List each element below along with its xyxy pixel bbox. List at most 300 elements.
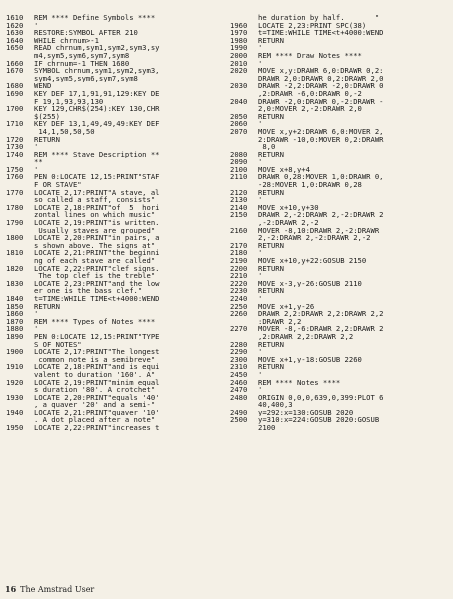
- line-number: 1760: [6, 173, 24, 182]
- code-line: [230, 424, 450, 432]
- code-line: [6, 52, 222, 60]
- code-line: [6, 227, 222, 235]
- line-number: [230, 424, 258, 432]
- code-line: [6, 67, 222, 75]
- line-code: LOCATE 2,19:PRINT"minim equal: [34, 378, 160, 387]
- line-number: 1980: [230, 36, 248, 45]
- line-number: 2240: [230, 294, 248, 303]
- code-line: [6, 60, 222, 68]
- line-code: $(255): [34, 112, 60, 121]
- line-code: LOCATE 2,22:PRINT"increases t: [34, 424, 160, 432]
- code-line: [230, 143, 450, 151]
- code-line: [6, 136, 222, 144]
- line-number: [6, 416, 34, 424]
- code-line: [230, 90, 450, 98]
- code-line: [6, 98, 222, 106]
- code-line: [230, 98, 450, 106]
- line-number: [230, 143, 258, 151]
- code-line: [6, 318, 222, 326]
- code-line: [230, 401, 450, 409]
- line-number: 2180: [230, 249, 248, 257]
- line-code: KEY DEF 13,1,49,49,49:KEY DEF: [34, 120, 160, 128]
- line-code: ': [258, 386, 263, 394]
- line-number: 2470: [230, 386, 248, 394]
- line-code: RETURN: [258, 36, 284, 45]
- code-line: [230, 37, 450, 45]
- line-number: [6, 386, 34, 394]
- code-line: [6, 90, 222, 98]
- line-code: LOCATE 2,18:PRINT"of 5 hori: [34, 203, 160, 212]
- code-line: [6, 295, 222, 303]
- line-number: 1990: [230, 44, 248, 52]
- line-number: [230, 219, 258, 227]
- line-number: 1940: [6, 408, 24, 417]
- code-line: [230, 272, 450, 280]
- line-number: [6, 227, 34, 235]
- line-number: 1850: [6, 302, 24, 311]
- line-code: F 19,1,93,93,130: [34, 97, 104, 106]
- code-line: [6, 371, 222, 379]
- line-number: 1860: [6, 310, 24, 318]
- line-number: 1790: [6, 219, 24, 227]
- code-line: [6, 82, 222, 90]
- line-code: LOCATE 2,23:PRINT SPC(38): [258, 21, 367, 30]
- line-number: 2030: [230, 82, 248, 90]
- code-line: [230, 363, 450, 371]
- line-number: 2090: [230, 158, 248, 166]
- line-code: WEND: [34, 82, 52, 90]
- line-code: LOCATE 2,17:PRINT"The longest: [34, 348, 160, 356]
- line-number: 1680: [6, 82, 24, 90]
- line-number: 2020: [230, 67, 248, 75]
- code-line: [6, 128, 222, 136]
- line-code: ': [258, 59, 263, 68]
- line-code: 2,0:MOVER 2,-2:DRAWR 2,0: [258, 105, 362, 113]
- line-number: [230, 181, 258, 189]
- line-code: RETURN: [34, 135, 60, 144]
- line-code: **: [34, 158, 43, 166]
- code-line: [6, 204, 222, 212]
- line-number: 2120: [230, 188, 248, 197]
- code-line: [6, 249, 222, 257]
- line-number: [6, 196, 34, 204]
- code-line: [6, 14, 222, 22]
- listing-column-left: [6, 14, 222, 432]
- line-code: READ chrnum,sym1,sym2,sym3,sy: [34, 44, 160, 52]
- line-code: REM **** Draw Notes ****: [258, 51, 362, 60]
- code-line: [6, 242, 222, 250]
- line-number: 2280: [230, 340, 248, 349]
- line-code: LOCATE 2,22:PRINT"clef signs.: [34, 264, 160, 273]
- code-line: [6, 22, 222, 30]
- code-line: [6, 120, 222, 128]
- line-code: ': [34, 325, 39, 333]
- line-number: 1960: [230, 21, 248, 30]
- line-code: ': [258, 120, 263, 128]
- line-code: MOVE x+10,y+30: [258, 203, 319, 212]
- code-line: [230, 348, 450, 356]
- line-number: 1920: [6, 378, 24, 387]
- page-footer: [5, 584, 94, 594]
- code-line: [6, 219, 222, 227]
- line-number: 2150: [230, 211, 248, 220]
- line-number: 2060: [230, 120, 248, 128]
- code-line: [6, 409, 222, 417]
- code-line: [6, 386, 222, 394]
- line-code: ': [34, 143, 39, 151]
- line-code: LOCATE 2,23:PRINT"and the low: [34, 279, 160, 288]
- code-line: [6, 75, 222, 83]
- line-number: 1670: [6, 67, 24, 75]
- code-line: [230, 318, 450, 326]
- code-line: [6, 424, 222, 432]
- line-code: er one is the bass clef.": [34, 287, 143, 295]
- line-code: valent to duration '160'. A": [34, 370, 156, 379]
- code-line: [230, 295, 450, 303]
- line-number: [230, 90, 258, 98]
- line-code: ': [258, 272, 263, 280]
- line-code: LOCATE 2,17:PRINT"A stave, al: [34, 188, 160, 197]
- line-number: 1820: [6, 264, 24, 273]
- code-line: [6, 325, 222, 333]
- code-line: [230, 280, 450, 288]
- line-code: Usually staves are grouped": [34, 226, 156, 235]
- line-code: s duration '80'. A crotchet": [34, 386, 156, 394]
- line-code: :DRAWR 2,2: [258, 317, 302, 326]
- line-code: sym4,sym5,sym6,sym7,sym8: [34, 74, 138, 83]
- code-line: [6, 363, 222, 371]
- code-line: [6, 394, 222, 402]
- line-number: 1900: [6, 348, 24, 356]
- line-code: ORIGIN 0,0,0,639,0,399:PLOT 6: [258, 393, 384, 402]
- code-line: [230, 379, 450, 387]
- line-number: [6, 98, 34, 106]
- line-number: 2230: [230, 287, 248, 295]
- code-line: [6, 234, 222, 242]
- code-line: [230, 333, 450, 341]
- line-code: REM **** Notes ****: [258, 378, 341, 387]
- line-number: 1750: [6, 165, 24, 174]
- publication-name: The Amstrad User: [20, 585, 95, 594]
- line-number: 2190: [230, 257, 248, 265]
- code-line: [230, 409, 450, 417]
- line-code: t=TIME:WHILE TIME<t+4000:WEND: [258, 29, 384, 37]
- code-line: [230, 14, 450, 22]
- line-code: MOVE x,y+2:DRAWR 6,0:MOVER 2,: [258, 127, 384, 136]
- line-number: 2000: [230, 51, 248, 60]
- line-code: 8,0: [258, 143, 276, 151]
- line-number: 2460: [230, 378, 248, 387]
- line-number: [230, 234, 258, 242]
- line-code: DRAWR 2,-2:DRAWR 2,-2:DRAWR 2: [258, 211, 384, 220]
- line-code: MOVE x+10,y+22:GOSUB 2150: [258, 257, 367, 265]
- code-line: [6, 310, 222, 318]
- line-number: 2050: [230, 112, 248, 121]
- line-code: 14,1,50,50,50: [34, 127, 95, 136]
- code-line: [230, 181, 450, 189]
- line-code: DRAWR -2,0:DRAWR 0,-2:DRAWR -: [258, 97, 384, 106]
- code-line: [230, 196, 450, 204]
- line-code: RETURN: [258, 188, 284, 197]
- line-number: 2490: [230, 408, 248, 417]
- line-code: MOVE x+1,y-26: [258, 302, 315, 311]
- line-code: s shown above. The signs at": [34, 241, 156, 250]
- line-code: ,2:DRAWR -6,0:DRAWR 0,-2: [258, 89, 362, 98]
- line-code: The top clef is the treble": [34, 272, 156, 280]
- code-line: [230, 158, 450, 166]
- code-line: [6, 280, 222, 288]
- line-code: RETURN: [34, 302, 60, 311]
- line-code: . A dot placed after a note": [34, 416, 156, 425]
- code-line: [6, 265, 222, 273]
- line-number: 2170: [230, 241, 248, 250]
- line-code: DRAWR 2,0:DRAWR 0,2:DRAWR 2,0: [258, 74, 384, 83]
- code-line: [230, 303, 450, 311]
- line-number: 1950: [6, 424, 24, 432]
- line-number: 1830: [6, 279, 24, 288]
- line-code: ,2:DRAWR 2,2:DRAWR 2,2: [258, 332, 354, 341]
- code-line: [6, 158, 222, 166]
- line-number: 2310: [230, 363, 248, 371]
- line-code: REM **** Stave Description **: [34, 150, 160, 159]
- code-line: [6, 105, 222, 113]
- code-line: [6, 189, 222, 197]
- line-number: 1800: [6, 234, 24, 242]
- line-code: ': [258, 249, 263, 257]
- line-number: 2130: [230, 196, 248, 204]
- line-number: 1740: [6, 150, 24, 159]
- line-code: RETURN: [258, 241, 284, 250]
- line-number: 1620: [6, 21, 24, 30]
- code-line: [230, 211, 450, 219]
- line-code: WHILE chrnum>-1: [34, 36, 99, 45]
- line-code: 2100: [258, 424, 276, 432]
- line-number: 2200: [230, 264, 248, 273]
- line-number: [6, 371, 34, 379]
- line-code: IF chrnum=-1 THEN 1680: [34, 59, 130, 68]
- line-number: 1660: [6, 59, 24, 68]
- line-number: [230, 75, 258, 83]
- code-line: [6, 113, 222, 121]
- code-line: [230, 75, 450, 83]
- line-number: 1730: [6, 143, 24, 151]
- line-code: PEN 0:LOCATE 12,15:PRINT"TYPE: [34, 332, 160, 341]
- code-line: [230, 136, 450, 144]
- line-code: DRAWR -2,2:DRAWR -2,0:DRAWR 0: [258, 82, 384, 90]
- code-line: [230, 371, 450, 379]
- line-code: he duration by half. ": [258, 14, 380, 22]
- code-line: [230, 287, 450, 295]
- line-number: [230, 14, 258, 22]
- line-code: S OF NOTES": [34, 340, 82, 349]
- code-line: [6, 37, 222, 45]
- line-code: -28:MOVER 1,0:DRAWR 0,28: [258, 181, 362, 189]
- line-number: [6, 52, 34, 60]
- code-line: [6, 151, 222, 159]
- code-line: [6, 287, 222, 295]
- line-code: DRAWR 2,2:DRAWR 2,2:DRAWR 2,2: [258, 310, 384, 318]
- code-line: [230, 44, 450, 52]
- line-number: [230, 318, 258, 326]
- code-line: [6, 272, 222, 280]
- code-line: [230, 52, 450, 60]
- code-line: [6, 173, 222, 181]
- line-number: 1770: [6, 188, 24, 197]
- line-number: [230, 105, 258, 113]
- code-line: [6, 348, 222, 356]
- line-number: [6, 356, 34, 364]
- code-line: [6, 211, 222, 219]
- code-line: [6, 356, 222, 364]
- line-number: 2220: [230, 279, 248, 288]
- line-code: LOCATE 2,21:PRINT"quaver '10': [34, 408, 160, 417]
- code-line: [230, 234, 450, 242]
- line-number: [230, 401, 258, 409]
- code-line: [6, 166, 222, 174]
- line-code: ': [258, 294, 263, 303]
- code-line: [230, 204, 450, 212]
- line-number: [6, 158, 34, 166]
- line-code: y=310:x=224:GOSUB 2020:GOSUB: [258, 416, 380, 425]
- line-code: MOVER -8,10:DRAWR 2,-2:DRAWR: [258, 226, 380, 235]
- line-number: 1720: [6, 135, 24, 144]
- code-line: [230, 166, 450, 174]
- code-line: [6, 196, 222, 204]
- line-number: [6, 211, 34, 219]
- line-code: RETURN: [258, 264, 284, 273]
- line-code: y=292:x=130:GOSUB 2020: [258, 408, 354, 417]
- line-code: KEY DEF 17,1,91,91,129:KEY DE: [34, 89, 160, 98]
- line-number: 1970: [230, 29, 248, 37]
- code-line: [6, 181, 222, 189]
- code-line: [230, 249, 450, 257]
- line-code: MOVER -8,-6:DRAWR 2,2:DRAWR 2: [258, 325, 384, 333]
- code-line: [230, 173, 450, 181]
- line-code: m4,sym5,sym6,sym7,sym8: [34, 51, 130, 60]
- line-number: 2140: [230, 203, 248, 212]
- line-code: MOVE x,y:DRAWR 6,0:DRAWR 0,2:: [258, 67, 384, 75]
- line-number: [6, 242, 34, 250]
- line-number: 2100: [230, 165, 248, 174]
- code-line: [230, 67, 450, 75]
- code-line: [230, 82, 450, 90]
- line-code: ng of each stave are called": [34, 257, 156, 265]
- line-code: RETURN: [258, 287, 284, 295]
- line-code: ': [34, 165, 39, 174]
- line-code: , a quaver '20' and a semi-": [34, 401, 156, 409]
- code-line: [6, 333, 222, 341]
- line-number: 2160: [230, 226, 248, 235]
- line-number: 2300: [230, 355, 248, 364]
- line-number: 1910: [6, 363, 24, 371]
- code-line: [230, 265, 450, 273]
- code-line: [6, 257, 222, 265]
- line-number: 1710: [6, 120, 24, 128]
- code-line: [230, 60, 450, 68]
- line-code: F OR STAVE": [34, 181, 82, 189]
- line-code: so called a staff, consists": [34, 196, 156, 204]
- line-number: 1650: [6, 44, 24, 52]
- code-line: [6, 379, 222, 387]
- line-code: RETURN: [258, 112, 284, 121]
- code-line: [230, 394, 450, 402]
- line-number: 2260: [230, 310, 248, 318]
- line-code: MOVE x-3,y-26:GOSUB 2110: [258, 279, 362, 288]
- code-line: [230, 227, 450, 235]
- code-line: [6, 303, 222, 311]
- line-number: [6, 257, 34, 265]
- line-number: 1690: [6, 89, 24, 98]
- code-line: [230, 113, 450, 121]
- line-number: 2250: [230, 302, 248, 311]
- line-number: 2040: [230, 97, 248, 106]
- line-number: [6, 341, 34, 349]
- line-number: [230, 136, 258, 144]
- line-code: ': [258, 348, 263, 356]
- line-code: RETURN: [258, 340, 284, 349]
- code-line: [230, 151, 450, 159]
- line-code: LOCATE 2,21:PRINT"the beginni: [34, 249, 160, 257]
- code-line: [230, 128, 450, 136]
- code-line: [230, 29, 450, 37]
- code-line: [230, 242, 450, 250]
- line-number: 2070: [230, 127, 248, 136]
- line-code: ': [258, 196, 263, 204]
- line-number: 1840: [6, 294, 24, 303]
- line-code: SYMBOL chrnum,sym1,sym2,sym3,: [34, 67, 160, 75]
- line-number: [230, 333, 258, 341]
- code-line: [230, 386, 450, 394]
- line-code: REM **** Define Symbols ****: [34, 14, 156, 22]
- line-number: 1700: [6, 105, 24, 113]
- line-number: [6, 113, 34, 121]
- line-number: [6, 75, 34, 83]
- line-number: [6, 181, 34, 189]
- line-code: LOCATE 2,20:PRINT"in pairs, a: [34, 234, 160, 242]
- line-code: RETURN: [258, 150, 284, 159]
- line-number: 1810: [6, 249, 24, 257]
- code-line: [6, 29, 222, 37]
- line-code: ': [34, 21, 39, 30]
- line-number: 1880: [6, 325, 24, 333]
- line-code: PEN 0:LOCATE 12,15:PRINT"STAF: [34, 173, 160, 182]
- code-line: [230, 219, 450, 227]
- line-number: [6, 272, 34, 280]
- code-line: [6, 341, 222, 349]
- line-code: KEY 129,CHR$(254):KEY 130,CHR: [34, 105, 160, 113]
- line-number: 2450: [230, 370, 248, 379]
- line-number: 2480: [230, 393, 248, 402]
- line-code: REM **** Types of Notes ****: [34, 317, 156, 326]
- code-line: [6, 416, 222, 424]
- page-number: 16: [5, 584, 17, 594]
- code-line: [230, 310, 450, 318]
- code-line: [6, 401, 222, 409]
- line-number: [6, 287, 34, 295]
- line-code: RETURN: [258, 363, 284, 371]
- listing-column-right: [230, 14, 450, 432]
- line-number: 2290: [230, 348, 248, 356]
- code-line: [230, 416, 450, 424]
- line-number: 2210: [230, 272, 248, 280]
- line-number: 1930: [6, 393, 24, 402]
- code-line: [230, 257, 450, 265]
- line-number: 2500: [230, 416, 248, 425]
- line-code: LOCATE 2,18:PRINT"and is equi: [34, 363, 160, 371]
- line-code: 2:DRAWR -10,0:MOVER 0,2:DRAWR: [258, 135, 384, 144]
- line-code: ,-2:DRAWR 2,-2: [258, 219, 319, 227]
- line-number: 1630: [6, 29, 24, 37]
